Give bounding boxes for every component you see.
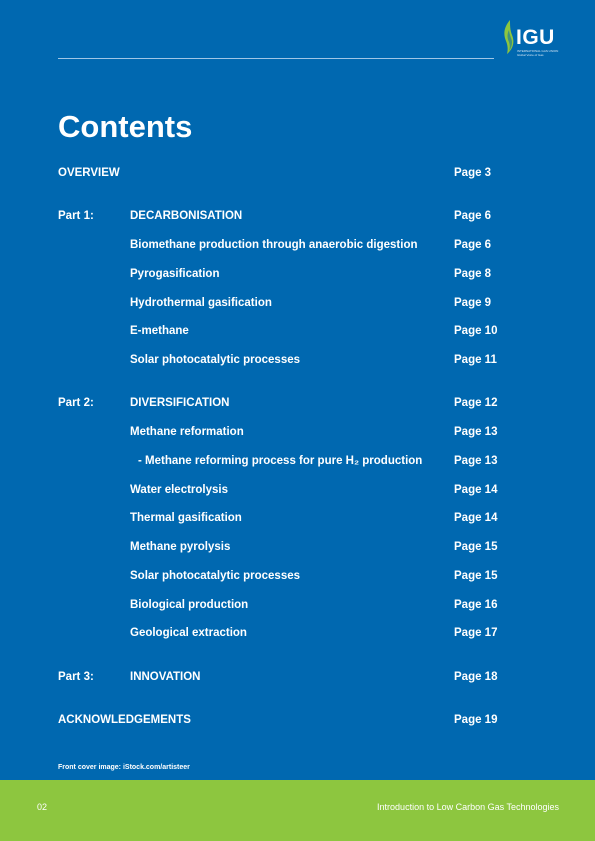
toc-entry-page: Page 11 (454, 354, 497, 366)
page-title: Contents (58, 109, 193, 144)
toc-entry-methane-reformation[interactable] (0, 424, 595, 440)
toc-entry-page: Page 12 (454, 397, 498, 409)
toc-entry-page: Page 13 (454, 426, 498, 438)
toc-entry-page: Page 16 (454, 599, 498, 611)
toc-entry-pyrogasification[interactable] (0, 266, 595, 282)
toc-entry-page: Page 15 (454, 541, 498, 553)
toc-entry-biomethane[interactable] (0, 237, 595, 253)
toc-entry-page: Page 9 (454, 297, 492, 309)
toc-entry-page: Page 8 (454, 268, 492, 280)
flame-icon (502, 20, 516, 54)
toc-part-label: Part 3: (58, 671, 94, 683)
page-footer (0, 780, 595, 841)
igu-logo (502, 20, 564, 60)
toc-entry-title: INNOVATION (130, 671, 201, 683)
toc-entry-hydrothermal-gasification[interactable] (0, 295, 595, 311)
toc-entry-title: OVERVIEW (58, 167, 120, 179)
image-credit: Front cover image: iStock.com/artisteer (58, 764, 190, 771)
toc-entry-page: Page 17 (454, 627, 498, 639)
toc-entry-part-3[interactable] (0, 669, 595, 685)
toc-entry-methane-reforming-h2[interactable] (0, 453, 595, 469)
toc-entry-page: Page 18 (454, 671, 498, 683)
toc-entry-title: E-methane (130, 325, 189, 337)
toc-entry-overview[interactable] (0, 165, 595, 181)
toc-entry-part-2[interactable] (0, 395, 595, 411)
toc-entry-acknowledgements[interactable] (0, 712, 595, 728)
toc-entry-title: ACKNOWLEDGEMENTS (58, 714, 191, 726)
footer-document-title: Introduction to Low Carbon Gas Technologies (377, 802, 559, 812)
toc-entry-e-methane[interactable] (0, 323, 595, 339)
toc-entry-page: Page 6 (454, 210, 492, 222)
toc-entry-water-electrolysis[interactable] (0, 482, 595, 498)
toc-entry-title: Water electrolysis (130, 484, 229, 496)
toc-entry-page: Page 15 (454, 570, 498, 582)
toc-entry-title: Methane pyrolysis (130, 541, 231, 553)
toc-entry-title: Biomethane production through anaerobic digestion (130, 239, 418, 251)
toc-entry-title: DECARBONISATION (130, 210, 243, 222)
toc-entry-title: - Methane reforming process for pure H₂ production (138, 455, 423, 467)
header-divider (58, 58, 494, 59)
toc-entry-methane-pyrolysis[interactable] (0, 539, 595, 555)
toc-entry-title: Solar photocatalytic processes (130, 354, 301, 366)
toc-entry-title: Hydrothermal gasification (130, 297, 272, 309)
toc-entry-part-1[interactable] (0, 208, 595, 224)
toc-part-label: Part 1: (58, 210, 94, 222)
toc-entry-title: Geological extraction (130, 627, 247, 639)
toc-entry-geological-extraction[interactable] (0, 625, 595, 641)
toc-entry-biological-production[interactable] (0, 597, 595, 613)
logo-subtitle-line-1: INTERNATIONAL GAS UNION (517, 49, 559, 53)
toc-entry-page: Page 14 (454, 512, 498, 524)
toc-entry-page: Page 10 (454, 325, 498, 337)
toc-entry-solar-photocatalytic-2[interactable] (0, 568, 595, 584)
logo-subtitle (517, 50, 563, 57)
toc-entry-page: Page 19 (454, 714, 498, 726)
toc-entry-page: Page 6 (454, 239, 492, 251)
toc-entry-page: Page 14 (454, 484, 498, 496)
toc-entry-thermal-gasification[interactable] (0, 510, 595, 526)
toc-entry-solar-photocatalytic-1[interactable] (0, 352, 595, 368)
logo-wordmark: IGU (516, 26, 555, 49)
footer-page-number: 02 (37, 802, 48, 812)
toc-entry-title: Biological production (130, 599, 249, 611)
toc-entry-title: Solar photocatalytic processes (130, 570, 301, 582)
toc-part-label: Part 2: (58, 397, 94, 409)
logo-subtitle-line-2: Global Voice of Gas (517, 52, 544, 57)
toc-entry-page: Page 3 (454, 167, 492, 179)
toc-entry-title: Pyrogasification (130, 268, 220, 280)
toc-entry-title: Methane reformation (130, 426, 244, 438)
toc-entry-page: Page 13 (454, 455, 498, 467)
toc-entry-title: Thermal gasification (130, 512, 242, 524)
toc-entry-title: DIVERSIFICATION (130, 397, 230, 409)
